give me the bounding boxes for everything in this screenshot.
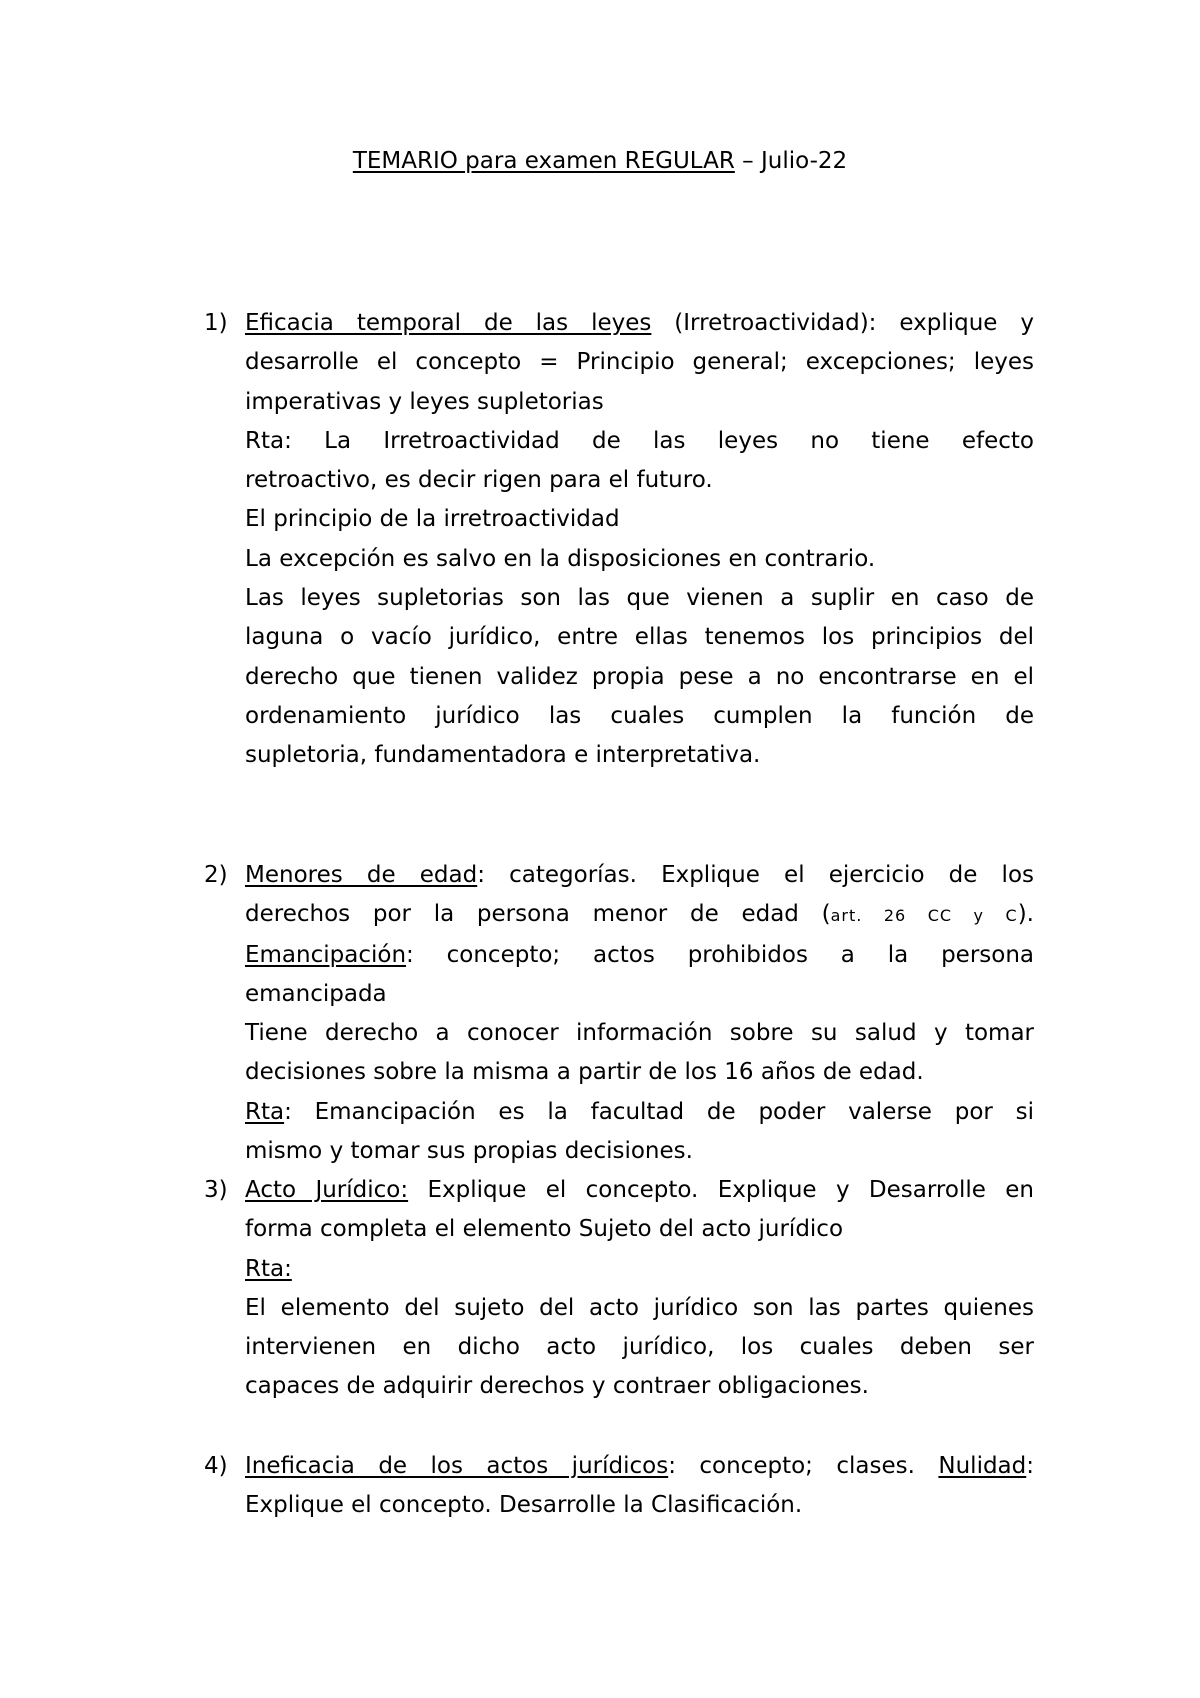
answer-line: derecho que tienen validez propia pese a no encontrarse en el xyxy=(245,663,1034,690)
answer-line: Las leyes supletorias son las que vienen a suplir en caso de xyxy=(245,585,1034,612)
question-number: 1) xyxy=(204,310,228,336)
answer-line: intervienen en dicho acto jurídico, los cuales deben ser xyxy=(245,1334,1034,1361)
question-line: Emancipación: concepto; actos prohibidos a la persona xyxy=(245,941,1034,968)
question-topic: Ineficacia de los actos jurídicos xyxy=(245,1453,669,1479)
page-title xyxy=(0,145,1200,177)
title-date: – Julio-22 xyxy=(734,148,848,174)
answer-line: mismo y tomar sus propias decisiones. xyxy=(245,1138,693,1165)
question-topic: Emancipación xyxy=(245,941,407,968)
question-number: 2) xyxy=(204,862,228,888)
question-body xyxy=(245,1171,1034,1407)
question-body xyxy=(245,304,1034,776)
question-line: desarrolle el concepto = Principio general; excepciones; leyes xyxy=(245,349,1034,376)
question-line: Eficacia temporal de las leyes (Irretroactividad): explique y xyxy=(245,310,1034,336)
question-number: 4) xyxy=(204,1453,228,1479)
question-line: derechos por la persona menor de edad (art. 26 CC y C). xyxy=(245,901,1034,928)
question-topic: Eficacia temporal de las leyes xyxy=(245,310,652,336)
answer-line: La excepción es salvo en la disposiciones en contrario. xyxy=(245,545,876,572)
article-reference: art. 26 CC y C xyxy=(830,906,1018,926)
answer-line: Tiene derecho a conocer información sobre su salud y tomar xyxy=(245,1020,1034,1047)
answer-line: retroactivo, es decir rigen para el futuro. xyxy=(245,467,713,494)
answer-line: Rta: Emancipación es la facultad de poder valerse por si xyxy=(245,1098,1034,1125)
answer-line: capaces de adquirir derechos y contraer obligaciones. xyxy=(245,1373,869,1400)
question-number: 3) xyxy=(204,1177,228,1203)
question-body xyxy=(245,856,1034,1171)
answer-line: supletoria, fundamentadora e interpretativa. xyxy=(245,742,761,769)
question-line: emancipada xyxy=(245,980,387,1007)
answer-line: ordenamiento jurídico las cuales cumplen la función de xyxy=(245,702,1034,729)
question-topic: Nulidad xyxy=(938,1453,1027,1479)
answer-line: El elemento del sujeto del acto jurídico son las partes quienes xyxy=(245,1294,1034,1321)
answer-line: decisiones sobre la misma a partir de los 16 años de edad. xyxy=(245,1059,924,1086)
answer-line: Rta: La Irretroactividad de las leyes no tiene efecto xyxy=(245,427,1034,454)
title-main: TEMARIO para examen REGULAR xyxy=(352,148,735,174)
question-body xyxy=(245,1447,1034,1526)
question-topic: Menores de edad xyxy=(245,862,478,888)
question-2 xyxy=(204,856,1034,1171)
answer-label: Rta xyxy=(245,1098,285,1125)
question-line: imperativas y leyes supletorias xyxy=(245,388,604,415)
answer-line: laguna o vacío jurídico, entre ellas tenemos los principios del xyxy=(245,624,1034,651)
answer-label: Rta: xyxy=(245,1255,292,1282)
answer-line: El principio de la irretroactividad xyxy=(245,506,620,533)
question-line: Explique el concepto. Desarrolle la Clasificación. xyxy=(245,1492,803,1519)
question-line: Menores de edad: categorías. Explique el ejercicio de los xyxy=(245,862,1034,888)
question-1 xyxy=(204,304,1034,776)
question-line: Ineficacia de los actos jurídicos: concepto; clases. Nulidad: xyxy=(245,1453,1034,1479)
question-topic: Acto Jurídico: xyxy=(245,1177,409,1203)
question-line: Acto Jurídico: Explique el concepto. Explique y Desarrolle en xyxy=(245,1177,1034,1203)
question-line: forma completa el elemento Sujeto del acto jurídico xyxy=(245,1216,844,1243)
question-4 xyxy=(204,1447,1034,1526)
question-3 xyxy=(204,1171,1034,1407)
